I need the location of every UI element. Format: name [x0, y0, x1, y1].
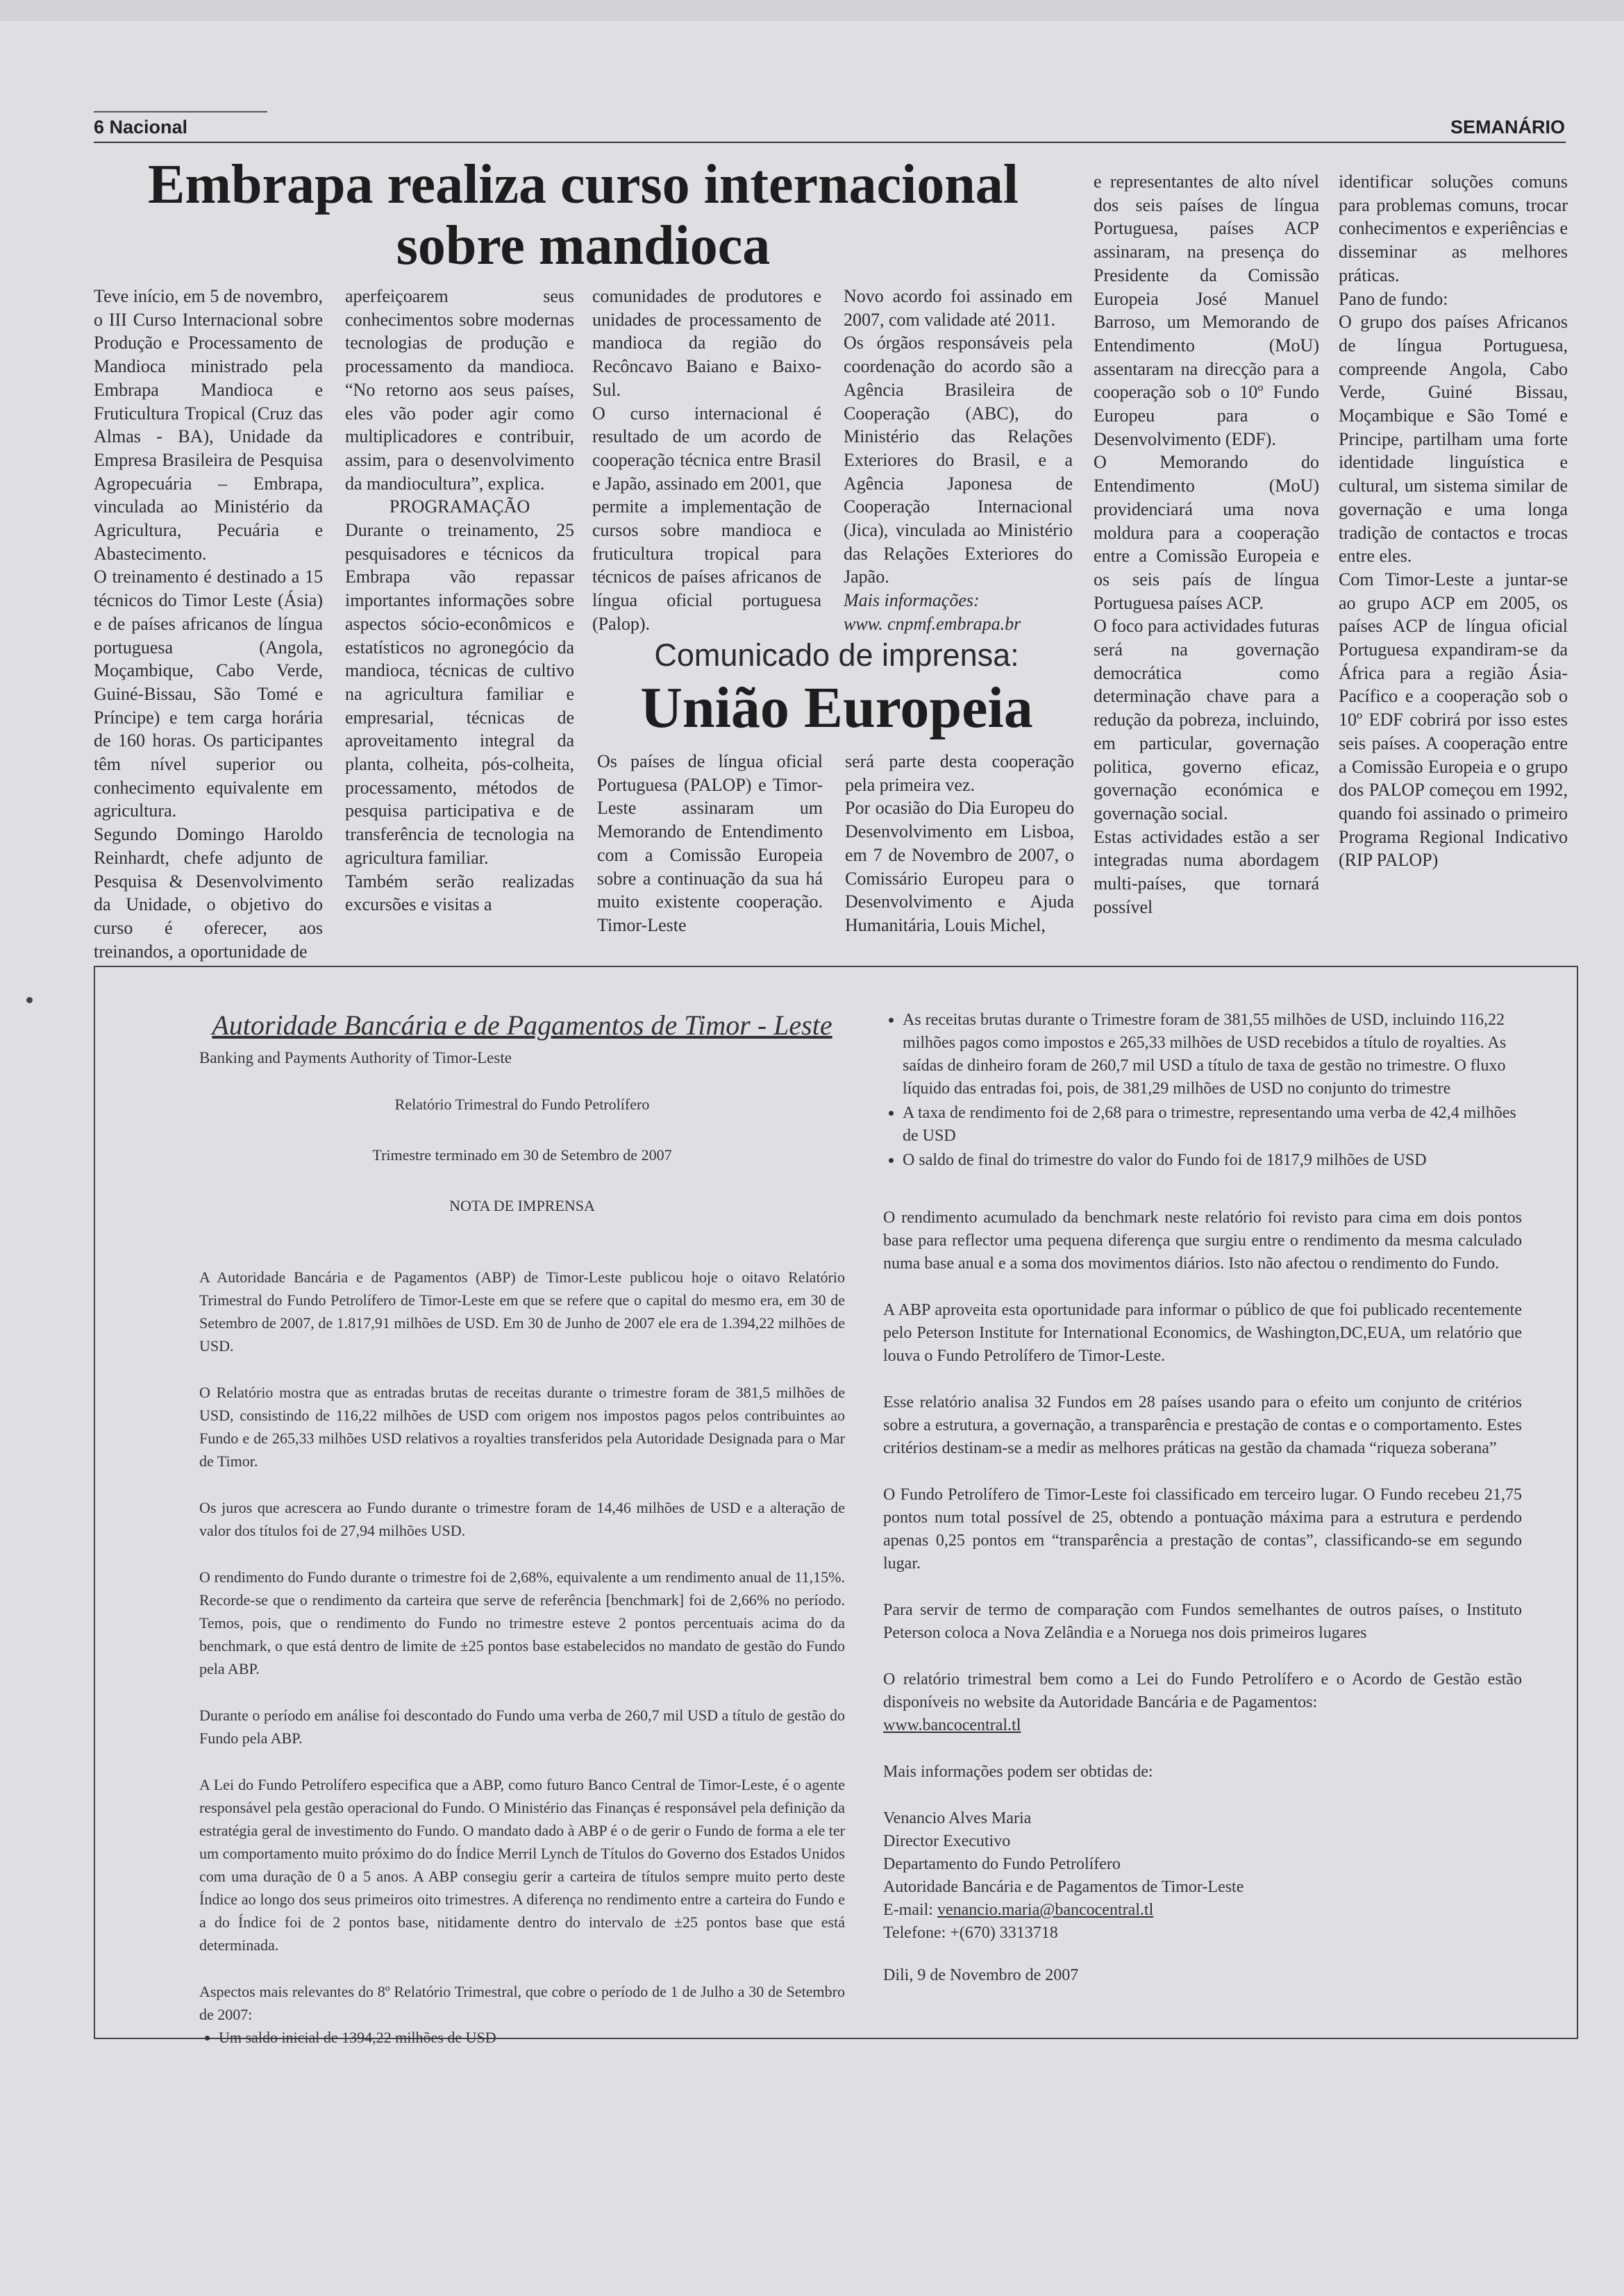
paragraph: Também serão realizadas excursões e visitas a — [345, 871, 574, 915]
paragraph: O curso internacional é resultado de um acordo de cooperação técnica entre Brasil e Japão, assinado em 2001, que permite a implementação de cursos sobre mandioca e fruticultura tropical para técnicos de países africanos de língua oficial portuguesa (Palop). — [592, 403, 821, 634]
contact-block — [883, 1807, 1522, 1945]
eu-column-2 — [845, 750, 1074, 937]
paragraph: e representantes de alto nível dos seis países de língua Portuguesa, países ACP assinaram, na presença do Presidente da Comissão Europeia José Manuel Barroso, um Memorando de Entendimento (MoU) assentaram na direcção para a cooperação sob o 10º Fundo Europeu para o Desenvolvimento (EDF). — [1094, 171, 1319, 449]
paragraph: O Fundo Petrolífero de Timor-Leste foi classificado em terceiro lugar. O Fundo recebeu 21,75 pontos num total possível de 25, obtendo a pontuação máxima para a estrutura e perdendo apenas 0,25 pontos em “transparência a prestação de contas”, classificando-se em segundo lugar. — [883, 1486, 1522, 1573]
more-info-label: Mais informações: — [844, 590, 980, 611]
paragraph: Durante o período em análise foi descontado do Fundo uma verba de 260,7 mil USD a título de gestão do Fundo pela ABP. — [199, 1707, 845, 1747]
paragraph: Os países de língua oficial Portuguesa (PALOP) e Timor-Leste assinaram um Memorando de Entendimento com a Comissão Europeia sobre a continuação da sua há muito existente cooperação. Timor-Leste — [597, 751, 823, 935]
authority-name-english: Banking and Payments Authority of Timor-Leste — [199, 1049, 512, 1066]
paragraph: Com Timor-Leste a juntar-se ao grupo ACP em 2005, os países ACP de língua oficial Portuguesa expandiram-se da África para a região Ásia-Pacífico e a cooperação sob o 10º EDF cobrirá por isso estes seis países. A cooperação entre a Comissão Europeia e o grupo dos PALOP começou em 1992, quando foi assinado o primeiro Programa Regional Indicativo (RIP PALOP) — [1339, 569, 1568, 871]
paragraph: Para servir de termo de comparação com Fundos semelhantes de outros países, o Instituto Peterson coloca a Nova Zelândia e a Noruega nos dois primeiros lugares — [883, 1601, 1522, 1642]
paragraph: Esse relatório analisa 32 Fundos em 28 países usando para o efeito um conjunto de critérios sobre a estrutura, a governação, a transparência e prestação de contas e o comportamento. Estes critérios destinam-se a medir as melhores práticas na gestão da chamada “riqueza soberana” — [883, 1393, 1522, 1457]
embrapa-column-4 — [844, 285, 1073, 636]
communique-title: União Europeia — [640, 676, 1033, 740]
paragraph: A ABP aproveita esta oportunidade para informar o público de que foi publicado recentemente pelo Peterson Institute for International Economics, de Washington,DC,EUA, um relatório que louva o Fundo Petrolífero de Timor-Leste. — [883, 1301, 1522, 1365]
binding-hole-mark — [26, 997, 33, 1003]
paragraph: aperfeiçoarem seus conhecimentos sobre modernas tecnologias de produção e processamento da mandioca. “No retorno aos seus países, eles vão poder agir como multiplicadores e contribuir, assim, para o desenvolvimento da mandiocultura”, explica. — [345, 286, 574, 494]
paragraph: Por ocasião do Dia Europeu do Desenvolvimento em Lisboa, em 7 de Novembro de 2007, o Comissário Europeu para o Desenvolvimento e Ajuda Humanitária, Louis Michel, — [845, 798, 1074, 935]
contact-phone: Telefone: +(670) 3313718 — [883, 1924, 1058, 1942]
paragraph: Aspectos mais relevantes do 8º Relatório Trimestral, que cobre o período de 1 de Julho a 30 de Setembro de 2007: — [199, 1983, 845, 2023]
page-top-edge — [0, 0, 1624, 21]
list-item: • O saldo de final do trimestre do valor do Fundo foi de 1817,9 milhões de USD — [903, 1149, 1522, 1172]
contact-email-link[interactable]: venancio.maria@bancocentral.tl — [937, 1901, 1154, 1919]
embrapa-column-3 — [592, 285, 821, 636]
paragraph: O rendimento do Fundo durante o trimestre foi de 2,68%, equivalente a um rendimento anual de 11,15%. Recorde-se que o rendimento da carteira que serve de referência [benchmark] foi de 2,66% no período. Temos, pois, que o rendimento do Fundo no trimestre esteve 2 pontos percentuais acima do da benchmark, o que está dentro de limite de ±25 pontos base estabelecidos no mandato de gestão do Fundo pela ABP. — [199, 1568, 845, 1677]
paragraph: Segundo Domingo Haroldo Reinhardt, chefe adjunto de Pesquisa & Desenvolvimento da Unidade, o objetivo do curso é oferecer, aos treinandos, a oportunidade de — [94, 824, 323, 962]
report-period: Trimestre terminado em 30 de Setembro de 2007 — [372, 1146, 672, 1164]
contact-name: Venancio Alves Maria — [883, 1809, 1032, 1827]
list-item: • As receitas brutas durante o Trimestre foram de 381,55 milhões de USD, incluindo 116,22 milhões pagos como impostos e 265,33 milhões de USD recebidos a título de royalties. As saídas de dinheiro foram de 260,7 mil USD a título de taxa de gestão no trimestre. O fluxo líquido das entradas foi, pois, de 381,29 milhões de USD no conjunto do trimestre — [903, 1009, 1522, 1100]
bancocentral-website-link[interactable]: www.bancocentral.tl — [883, 1716, 1021, 1734]
background-heading: Pano de fundo: — [1339, 288, 1448, 309]
contact-email-line — [883, 1899, 1522, 1922]
list-item: • A taxa de rendimento foi de 2,68 para o trimestre, representando uma verba de 42,4 milhões de USD — [903, 1102, 1522, 1148]
right-bullet-list — [883, 1009, 1522, 1172]
paragraph: O Memorando do Entendimento (MoU) providenciará uma nova moldura para a cooperação entre a Comissão Europeia e os seis país de língua Portuguesa países ACP. — [1094, 452, 1319, 613]
email-label: E-mail: — [883, 1901, 933, 1919]
contact-department: Departamento do Fundo Petrolífero — [883, 1855, 1121, 1873]
left-bullet-list — [199, 2026, 845, 2049]
communique-kicker: Comunicado de imprensa: — [654, 637, 1019, 673]
paragraph: Durante o treinamento, 25 pesquisadores e técnicos da Embrapa vão repassar importantes informações sobre aspectos sócio-econômicos e estatísticos no agronegócio da mandioca, técnicas de cultivo na agricultura familiar e empresarial, técnicas de aproveitamento integral da planta, colheita, pós-colheita, processamento, métodos de pesquisa participativa e de transferência de tecnologia na agricultura familiar. — [345, 520, 574, 868]
paragraph: O rendimento acumulado da benchmark neste relatório foi revisto para cima em dois pontos base para reflector uma pequena diferença que surgiu entre o rendimento da mesma calculado numa base anual e a soma dos movimentos diários. Isto não afectou o rendimento do Fundo. — [883, 1209, 1522, 1273]
list-item: • Um saldo inicial de 1394,22 milhões de USD — [219, 2026, 845, 2049]
eu-column-4 — [1339, 170, 1568, 872]
paragraph: será parte desta cooperação pela primeira vez. — [845, 751, 1074, 795]
header-short-rule — [94, 111, 267, 112]
paragraph: O grupo dos países Africanos de língua Portuguesa, compreende Angola, Cabo Verde, Guiné Bissau, Moçambique e São Tomé e Principe, partilham uma forte identidade linguística e cultural, um sistema similar de governação e uma longa tradição de contactos e trocas entre eles. — [1339, 312, 1568, 567]
paragraph: Estas actividades estão a ser integradas numa abordagem multi-países, que tornará possível — [1094, 826, 1319, 917]
authority-name-text: Autoridade Bancária e de Pagamentos de Timor - Leste — [212, 1009, 832, 1041]
paragraph: A Autoridade Bancária e de Pagamentos (ABP) de Timor-Leste publicou hoje o oitavo Relatório Trimestral do Fundo Petrolífero de Timor-Leste em que se refere que o capital do mesmo era, em 30 de Setembro de 2007, de 1.817,91 milhões de USD. Em 30 de Junho de 2007 ele era de 1.394,22 milhões de USD. — [199, 1268, 845, 1355]
embrapa-website-link[interactable]: www. cnpmf.embrapa.br — [844, 613, 1021, 634]
paragraph: comunidades de produtores e unidades de processamento de mandioca da região do Recôncavo Baiano e Baixo-Sul. — [592, 286, 821, 400]
paragraph: Novo acordo foi assinado em 2007, com validade até 2011. — [844, 286, 1073, 330]
bpa-press-release-box — [94, 966, 1578, 2046]
paragraph: Teve início, em 5 de novembro, o III Curso Internacional sobre Produção e Processamento de Mandioca ministrado pela Embrapa Mandioca e Fruticultura Tropical (Cruz das Almas - BA), Unidade da Empresa Brasileira de Pesquisa Agropecuária – Embrapa, vinculada ao Ministério da Agricultura, Pecuária e Abastecimento. — [94, 286, 323, 564]
press-note-title: NOTA DE IMPRENSA — [449, 1197, 595, 1214]
contact-role: Director Executivo — [883, 1832, 1011, 1850]
embrapa-column-2 — [345, 285, 574, 916]
report-title: Relatório Trimestral do Fundo Petrolífero — [394, 1096, 650, 1113]
paragraph: O Relatório mostra que as entradas brutas de receitas durante o trimestre foram de 381,5 milhões de USD, consistindo de 116,22 milhões de USD com origem nos impostos pagos pelos contribuintes ao Fundo e de 265,33 milhões USD relativos a royalties transferidos pela Autoridade Designada para o Mar de Timor. — [199, 1384, 845, 1470]
header-rule — [94, 142, 1566, 143]
paragraph: O treinamento é destinado a 15 técnicos do Timor Leste (Ásia) e de países africanos de língua portuguesa (Angola, Moçambique, Cabo Verde, Guiné-Bissau, São Tomé e Príncipe) e tem carga horária de 160 horas. Os participantes têm nível superior ou conhecimento equivalente em agricultura. — [94, 567, 323, 821]
press-release-right-column — [883, 1009, 1522, 2011]
embrapa-column-1 — [94, 285, 323, 963]
paragraph: A Lei do Fundo Petrolífero especifica que a ABP, como futuro Banco Central de Timor-Leste, é o agente responsável pela gestão operacional do Fundo. O Ministério das Finanças é responsável pela definição da estratégia geral de investimento do Fundo. O mandato dado à ABP é o de gerir o Fundo de forma a ele ter um comportamento muito próximo do do Índice Merril Lynch de Títulos do Governo dos Estados Unidos com uma duração de 0 a 5 anos. A ABP consegiu gerir a carteira de títulos sempre muito perto deste Índice ao longo dos seus primeiros oito trimestres. A diferença no rendimento entre a carteira do Fundo e a do Índice foi de 2 pontos base, nitidamente dentro do intervalo de ±25 pontos base que está determinada. — [199, 1776, 845, 1954]
dateline: Dili, 9 de Novembro de 2007 — [883, 1966, 1079, 1984]
section-label: 6 Nacional — [94, 117, 188, 137]
more-info-line: Mais informações podem ser obtidas de: — [883, 1763, 1153, 1781]
eu-column-3 — [1094, 170, 1319, 919]
paragraph: identificar soluções comuns para problemas comuns, trocar conhecimentos e experiências e disseminar as melhores práticas. — [1339, 171, 1568, 285]
contact-organization: Autoridade Bancária e de Pagamentos de Timor-Leste — [883, 1878, 1244, 1896]
eu-column-1 — [597, 750, 823, 937]
authority-name — [199, 1009, 845, 1042]
paragraph: Os órgãos responsáveis pela coordenação do acordo são a Agência Brasileira de Cooperação (ABC), do Ministério das Relações Exteriores do Brasil, e a Agência Japonesa de Cooperação Internacional (Jica), vinculada ao Ministério das Relações Exteriores do Japão. — [844, 333, 1073, 587]
paragraph: O relatório trimestral bem como a Lei do Fundo Petrolífero e o Acordo de Gestão estão disponíveis no website da Autoridade Bancária e de Pagamentos: — [883, 1670, 1522, 1711]
subheading-programacao: PROGRAMAÇÃO — [389, 496, 530, 517]
headline: Embrapa realiza curso internacional sobre mandioca — [148, 154, 1019, 276]
paragraph: O foco para actividades futuras será na governação democrática como determinação chave para a redução da pobreza, incluindo, em particular, governação politica, governo eficaz, governação económica e governação social. — [1094, 616, 1319, 823]
paragraph: Os juros que acrescera ao Fundo durante o trimestre foram de 14,46 milhões de USD e a alteração de valor dos títulos foi de 27,94 milhões USD. — [199, 1499, 845, 1539]
newspaper-name: SEMANÁRIO — [1450, 117, 1565, 137]
press-release-left-column — [199, 995, 845, 2070]
